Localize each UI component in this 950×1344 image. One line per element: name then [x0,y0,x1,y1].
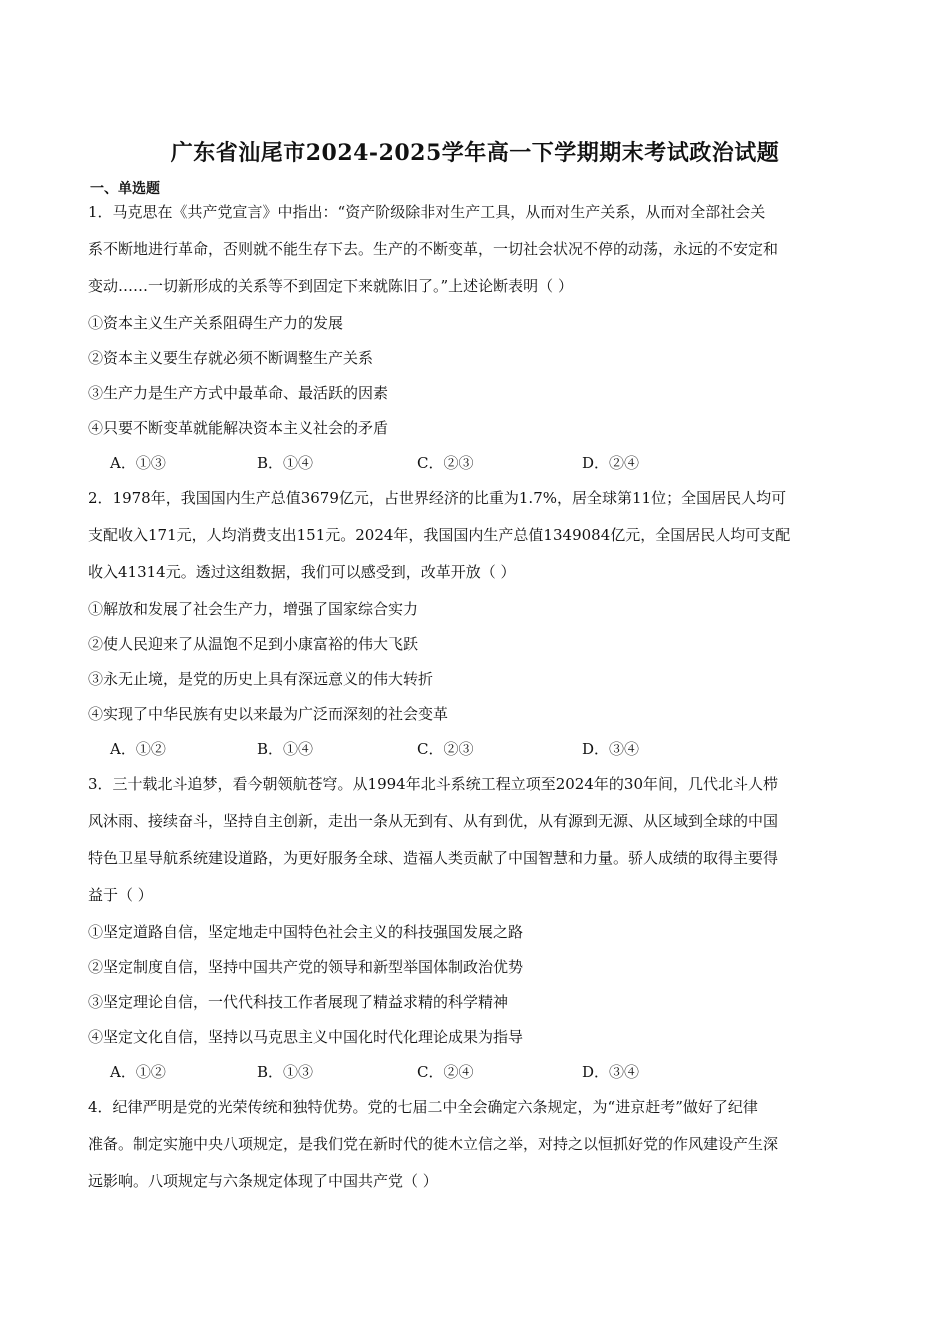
q2-stem-line-1: 2．1978年，我国国内生产总值3679亿元，占世界经济的比重为1.7%，居全球第11位；全国居民人均可 [88,489,787,507]
q1-stem-line-3: 变动……一切新形成的关系等不到固定下来就陈旧了。”上述论断表明（ ） [88,277,573,295]
q1-stem-line-2: 系不断地进行革命，否则就不能生存下去。生产的不断变革，一切社会状况不停的动荡，永远的不安定和 [88,240,779,258]
q2-item-2: ②使人民迎来了从温饱不足到小康富裕的伟大飞跃 [88,635,419,653]
q2-stem-line-3: 收入41314元。透过这组数据，我们可以感受到，改革开放（ ） [88,563,516,581]
q1-item-3: ③生产力是生产方式中最革命、最活跃的因素 [88,384,389,402]
q1-option-b[interactable]: B．①④ [257,454,314,472]
q3-option-b[interactable]: B．①③ [257,1063,314,1081]
q4-stem-line-3: 远影响。八项规定与六条规定体现了中国共产党（ ） [88,1172,438,1190]
q2-stem-line-2: 支配收入171元，人均消费支出151元。2024年，我国国内生产总值1349084亿元，全国居民人均可支配 [88,526,791,544]
q3-item-2: ②坚定制度自信，坚持中国共产党的领导和新型举国体制政治优势 [88,958,524,976]
q1-item-2: ②资本主义要生存就必须不断调整生产关系 [88,349,374,367]
q3-option-c[interactable]: C．②④ [417,1063,474,1081]
q2-item-4: ④实现了中华民族有史以来最为广泛而深刻的社会变革 [88,705,449,723]
q2-item-3: ③永无止境，是党的历史上具有深远意义的伟大转折 [88,670,434,688]
q3-stem-line-1: 3．三十载北斗追梦，看今朝领航苍穹。从1994年北斗系统工程立项至2024年的30年间，几代北斗人栉 [88,775,778,793]
q1-option-c[interactable]: C．②③ [417,454,474,472]
q3-item-3: ③坚定理论自信，一代代科技工作者展现了精益求精的科学精神 [88,993,509,1011]
q3-stem-line-4: 益于（ ） [88,886,153,904]
q2-option-d[interactable]: D．③④ [582,740,640,758]
q3-stem-line-3: 特色卫星导航系统建设道路，为更好服务全球、造福人类贡献了中国智慧和力量。骄人成绩的取得主要得 [88,849,779,867]
q1-item-4: ④只要不断变革就能解决资本主义社会的矛盾 [88,419,389,437]
section-heading: 一、单选题 [90,181,160,197]
q2-option-a[interactable]: A．①② [110,740,166,758]
q2-item-1: ①解放和发展了社会生产力，增强了国家综合实力 [88,600,419,618]
q1-item-1: ①资本主义生产关系阻碍生产力的发展 [88,314,344,332]
q1-option-a[interactable]: A．①③ [110,454,166,472]
q2-option-b[interactable]: B．①④ [257,740,314,758]
q3-option-d[interactable]: D．③④ [582,1063,640,1081]
q1-stem-line-1: 1．马克思在《共产党宣言》中指出：“资产阶级除非对生产工具，从而对生产关系，从而对全部社会关 [88,203,766,221]
q4-stem-line-1: 4．纪律严明是党的光荣传统和独特优势。党的七届二中全会确定六条规定，为“进京赶考”做好了纪律 [88,1098,758,1116]
q2-option-c[interactable]: C．②③ [417,740,474,758]
q3-item-4: ④坚定文化自信，坚持以马克思主义中国化时代化理论成果为指导 [88,1028,524,1046]
q1-option-d[interactable]: D．②④ [582,454,640,472]
q3-option-a[interactable]: A．①② [110,1063,166,1081]
q3-item-1: ①坚定道路自信，坚定地走中国特色社会主义的科技强国发展之路 [88,923,524,941]
q3-stem-line-2: 风沐雨、接续奋斗，坚持自主创新，走出一条从无到有、从有到优，从有源到无源、从区域到全球的中国 [88,812,779,830]
q4-stem-line-2: 准备。制定实施中央八项规定，是我们党在新时代的徙木立信之举，对持之以恒抓好党的作风建设产生深 [88,1135,779,1153]
page-title: 广东省汕尾市2024-2025学年高一下学期期末考试政治试题 [170,140,780,166]
